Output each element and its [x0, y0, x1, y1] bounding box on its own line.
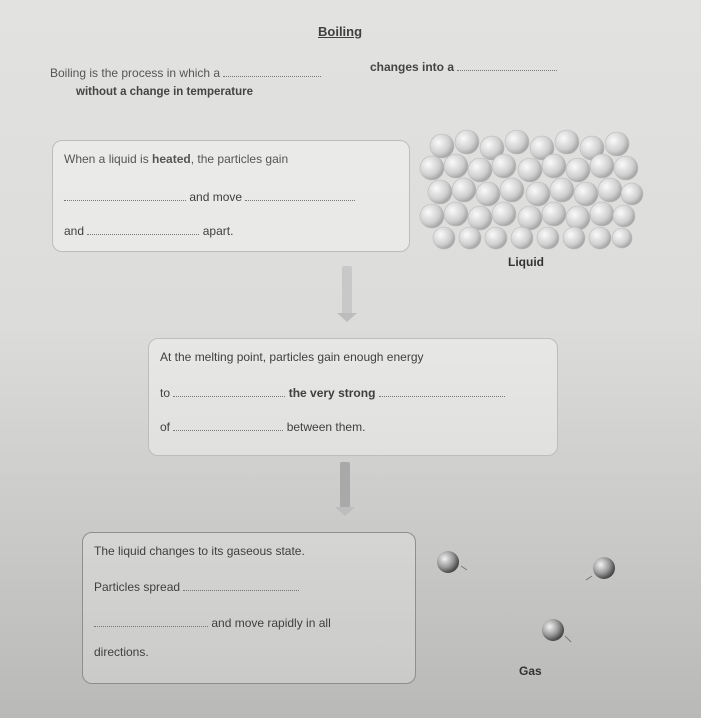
box1-text-a: When a liquid is	[64, 152, 153, 166]
motion-line-icon	[586, 576, 592, 580]
intro-text-3: without a change in temperature	[76, 86, 253, 98]
arrow-down-icon	[342, 266, 352, 314]
intro-text-2: changes into a	[370, 60, 455, 74]
blank-field[interactable]	[223, 64, 321, 77]
box2-text-between: between them.	[286, 420, 366, 434]
intro-text-1: Boiling is the process in which a	[50, 66, 221, 80]
arrow-down-icon	[340, 462, 350, 508]
box1-line-1	[64, 152, 288, 166]
box2-text-to: to	[160, 386, 171, 400]
box1-line-3	[64, 222, 233, 238]
box2-line-2	[160, 384, 505, 400]
box1-text-and: and	[64, 224, 85, 238]
box3-line-3	[94, 614, 331, 630]
gas-particle	[542, 619, 564, 641]
blank-field[interactable]	[173, 418, 283, 431]
gas-particle	[593, 557, 615, 579]
motion-line-icon	[565, 636, 571, 642]
box1-line-2	[64, 188, 355, 204]
motion-line-icon	[461, 566, 467, 570]
box2-text-of: of	[160, 420, 171, 434]
box2-text-strong: the very strong	[288, 386, 376, 400]
blank-field[interactable]	[183, 578, 299, 591]
box2-text-1: At the melting point, particles gain enough energy	[160, 350, 424, 364]
box2-line-3	[160, 418, 365, 434]
liquid-label: Liquid	[508, 255, 544, 269]
box3-text-move: and move rapidly in all	[211, 616, 331, 630]
box3-text-4: directions.	[94, 645, 149, 659]
intro-line-1b	[370, 58, 557, 74]
box3-text-1: The liquid changes to its gaseous state.	[94, 544, 305, 558]
gas-particle	[437, 551, 459, 573]
box3-text-spread: Particles spread	[94, 580, 181, 594]
blank-field[interactable]	[457, 58, 557, 71]
box1-text-heated: heated	[152, 152, 191, 166]
blank-field[interactable]	[64, 188, 186, 201]
intro-line-1	[50, 64, 321, 80]
blank-field[interactable]	[94, 614, 208, 627]
blank-field[interactable]	[245, 188, 355, 201]
blank-field[interactable]	[87, 222, 199, 235]
box1-text-move: and move	[189, 190, 243, 204]
gas-particles-illustration	[428, 540, 628, 660]
box1-text-apart: apart.	[202, 224, 234, 238]
gas-label: Gas	[519, 664, 542, 678]
particle-group	[420, 130, 643, 249]
liquid-particles-illustration	[412, 128, 652, 258]
blank-field[interactable]	[379, 384, 505, 397]
blank-field[interactable]	[173, 384, 285, 397]
box3-line-2	[94, 578, 299, 594]
page-title: Boiling	[318, 24, 363, 39]
box1-text-c: , the particles gain	[190, 152, 289, 166]
